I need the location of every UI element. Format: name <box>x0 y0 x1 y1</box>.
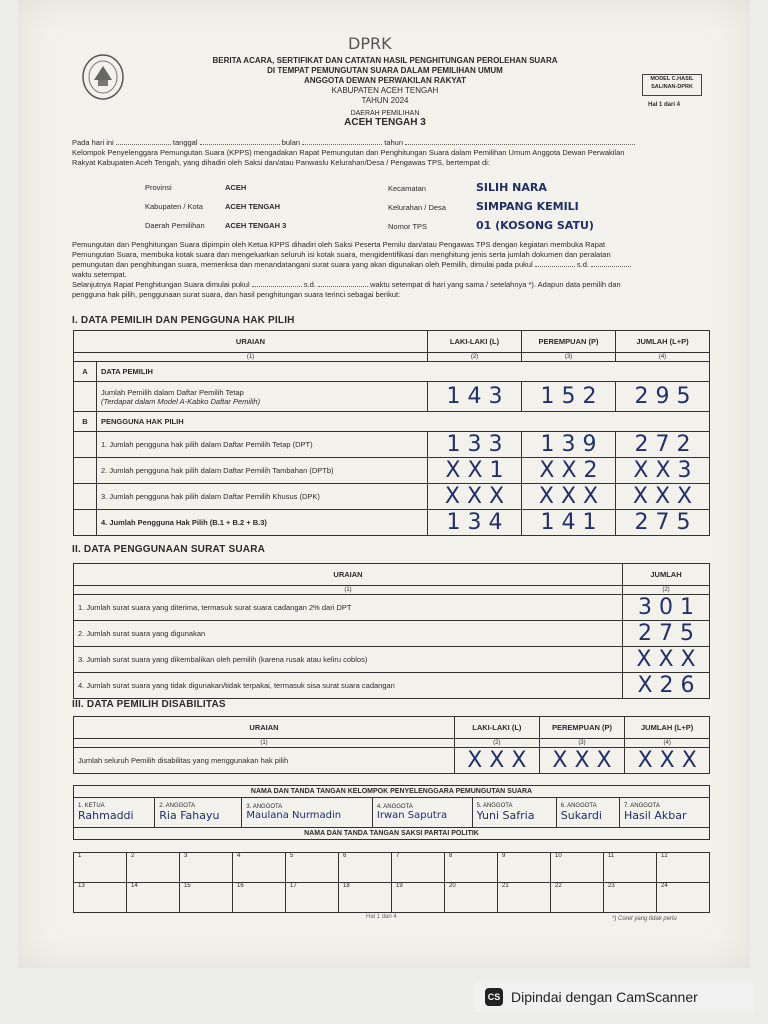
saksi-cell: 5 <box>286 853 339 883</box>
row-a-title: DATA PEMILIH <box>97 362 710 382</box>
s2-num-1: (1) <box>74 586 623 595</box>
dapil-label: DAERAH PEMILIHAN <box>350 110 420 117</box>
s2-col-uraian: URAIAN <box>74 564 623 586</box>
kpps-2-name: Ria Fahayu <box>159 809 220 822</box>
row-b1-laki: 1 3 3 <box>428 432 522 458</box>
saksi-cell: 8 <box>445 853 498 883</box>
label-tahun: tahun <box>384 138 404 147</box>
para-2: Pemungutan Suara, membuka kotak suara dan mengeluarkan seluruh isi kotak suara, mengidentifikasi dan menghitung jenis serta jumlah dokumen dan peralatan <box>72 250 611 259</box>
kpps-1-role: 1. KETUA <box>78 803 105 809</box>
num-1: (1) <box>74 353 428 362</box>
kpps-6-role: 6. ANGGOTA <box>560 803 597 809</box>
saksi-cell: 24 <box>657 883 710 913</box>
para-4: waktu setempat. <box>72 270 127 279</box>
row-a1-text <box>97 382 428 412</box>
title-line-5: TAHUN 2024 <box>361 96 409 105</box>
col-uraian: URAIAN <box>74 331 428 353</box>
dapil-row-label: Daerah Pemilihan <box>145 221 205 230</box>
para-5-sd: s.d. <box>303 280 316 289</box>
table-disabilitas <box>73 716 710 774</box>
title-line-1: BERITA ACARA, SERTIFIKAT DAN CATATAN HASIL PENGHITUNGAN PEROLEHAN SUARA <box>212 56 558 65</box>
kpps-2-role: 2. ANGGOTA <box>159 803 196 809</box>
section-3-title: III. DATA PEMILIH DISABILITAS <box>72 699 226 710</box>
s3-col-perempuan: PEREMPUAN (P) <box>539 717 625 739</box>
saksi-cell: 23 <box>604 883 657 913</box>
s2-row4-text: 4. Jumlah surat suara yang tidak digunakan/tidak terpakai, termasuk sisa surat suara cadangan <box>74 673 623 699</box>
kpps-title: NAMA DAN TANDA TANGAN KELOMPOK PENYELENGGARA PEMUNGUTAN SUARA <box>74 786 710 798</box>
row-b3-laki: X X X <box>428 484 522 510</box>
num-4: (4) <box>616 353 710 362</box>
row-b-title: PENGGUNA HAK PILIH <box>97 412 710 432</box>
s3-col-jumlah: JUMLAH (L+P) <box>625 717 710 739</box>
form-code-box <box>642 74 702 96</box>
saksi-cell: 20 <box>445 883 498 913</box>
section-1-title: I. DATA PEMILIH DAN PENGGUNA HAK PILIH <box>72 315 295 326</box>
saksi-cell: 3 <box>180 853 233 883</box>
kpps-1-name: Rahmaddi <box>78 809 134 822</box>
saksi-cell: 17 <box>286 883 339 913</box>
s2-row2-jumlah: 2 7 5 <box>623 621 710 647</box>
title-line-4: KABUPATEN ACEH TENGAH <box>331 86 439 95</box>
para-3: pemungutan dan penghitungan suara, memeriksa dan menandatangani surat suara yang akan digunakan oleh Pemilih, dimulai pada pukul <box>72 260 533 269</box>
camscanner-text: Dipindai dengan CamScanner <box>511 989 698 1005</box>
saksi-row-2 <box>74 883 710 913</box>
intro-line-3: Rakyat Kabupaten Aceh Tengah, yang dihadiri oleh Saksi dan/atau Panwaslu Kelurahan/Desa / Pengawas TPS, bertempat di: <box>72 158 490 167</box>
kip-logo <box>80 52 126 102</box>
footer-note: *) Coret yang tidak perlu <box>612 916 677 922</box>
kecamatan-value: SILIH NARA <box>476 181 547 194</box>
s3-num-1: (1) <box>74 739 455 748</box>
saksi-cell: 1 <box>74 853 127 883</box>
kpps-7 <box>619 798 709 828</box>
s3-jumlah: X X X <box>625 748 710 774</box>
form-code-line-2: SALINAN-DPRK <box>651 84 693 90</box>
row-a1-laki: 1 4 3 <box>428 382 522 412</box>
row-a1-sub: (Terdapat dalam Model A-Kabko Daftar Pemilih) <box>101 396 261 406</box>
kpps-3-role: 3. ANGGOTA <box>246 804 283 810</box>
saksi-cell: 19 <box>392 883 445 913</box>
saksi-cell: 12 <box>657 853 710 883</box>
row-a1-perempuan: 1 5 2 <box>522 382 616 412</box>
kelurahan-label: Kelurahan / Desa <box>388 203 446 212</box>
kpps-3-name: Maulana Nurmadin <box>246 810 342 821</box>
intro-line-2: Kelompok Penyelenggara Pemungutan Suara (KPPS) mengadakan Rapat Pemungutan dan Penghitungan Suara dalam Pemilihan Umum Anggota Dewan Perwakilan <box>72 148 625 157</box>
col-jumlah: JUMLAH (L+P) <box>616 331 710 353</box>
kpps-7-name: Hasil Akbar <box>623 809 687 822</box>
kpps-4-name: Irwan Saputra <box>376 810 448 821</box>
label-pada-hari: Pada hari ini <box>72 138 114 147</box>
para-1: Pemungutan dan Penghitungan Suara dipimpin oleh Ketua KPPS dihadiri oleh Saksi Peserta Pemilu dan/atau Pengawas TPS dengan kegiatan membuka Rapat <box>72 240 606 249</box>
kpps-4 <box>372 798 472 828</box>
kpps-2 <box>155 798 242 828</box>
label-bulan: bulan <box>281 138 301 147</box>
saksi-cell: 16 <box>233 883 286 913</box>
row-b2-laki: X X 1 <box>428 458 522 484</box>
col-laki: LAKI-LAKI (L) <box>428 331 522 353</box>
saksi-cell: 7 <box>392 853 445 883</box>
row-a1-jumlah: 2 9 5 <box>616 382 710 412</box>
table-signatures-saksi <box>73 852 710 913</box>
s3-row-text: Jumlah seluruh Pemilih disabilitas yang menggunakan hak pilih <box>74 748 455 774</box>
dapil-row-value: ACEH TENGAH 3 <box>225 221 287 230</box>
table-surat-suara <box>73 563 710 699</box>
row-b1-perempuan: 1 3 9 <box>522 432 616 458</box>
page-number: Hal 1 dari 4 <box>648 102 681 108</box>
row-b3-perempuan: X X X <box>522 484 616 510</box>
saksi-cell: 21 <box>498 883 551 913</box>
s2-row2-text: 2. Jumlah surat suara yang digunakan <box>74 621 623 647</box>
provinsi-value: ACEH <box>225 183 247 192</box>
title-line-3: ANGGOTA DEWAN PERWAKILAN RAKYAT <box>303 76 467 85</box>
table-signatures-kpps <box>73 785 710 840</box>
saksi-cell: 14 <box>127 883 180 913</box>
kpps-5-name: Yuni Safria <box>476 809 535 822</box>
saksi-cell: 9 <box>498 853 551 883</box>
kpps-5-role: 5. ANGGOTA <box>476 803 513 809</box>
row-b1-jumlah: 2 7 2 <box>616 432 710 458</box>
form-code-line-1: MODEL C.HASIL <box>650 76 694 82</box>
kpps-7-role: 7. ANGGOTA <box>623 803 660 809</box>
row-b4-laki: 1 3 4 <box>428 510 522 536</box>
num-3: (3) <box>522 353 616 362</box>
camscanner-logo-icon: CS <box>485 988 503 1006</box>
s2-row1-text: 1. Jumlah surat suara yang diterima, termasuk surat suara cadangan 2% dari DPT <box>74 595 623 621</box>
label-tanggal: tanggal <box>172 138 198 147</box>
s3-col-laki: LAKI-LAKI (L) <box>455 717 540 739</box>
kpps-4-role: 4. ANGGOTA <box>376 804 413 810</box>
saksi-cell: 10 <box>551 853 604 883</box>
para-6: pengguna hak pilih, penggunaan surat suara, dan hasil penghitungan suara terinci sebagai berikut: <box>72 290 401 299</box>
kecamatan-label: Kecamatan <box>388 184 426 193</box>
row-b3-jumlah: X X X <box>616 484 710 510</box>
s3-perempuan: X X X <box>539 748 625 774</box>
kpps-1 <box>74 798 155 828</box>
row-b2-perempuan: X X 2 <box>522 458 616 484</box>
kpps-5 <box>472 798 556 828</box>
kpps-6 <box>556 798 619 828</box>
s2-row1-jumlah: 3 0 1 <box>623 595 710 621</box>
saksi-cell: 2 <box>127 853 180 883</box>
s3-laki: X X X <box>455 748 540 774</box>
num-2: (2) <box>428 353 522 362</box>
row-b4-jumlah: 2 7 5 <box>616 510 710 536</box>
saksi-cell: 4 <box>233 853 286 883</box>
row-a1-label: Jumlah Pemilih dalam Daftar Pemilih Tetap <box>101 387 244 397</box>
table-data-pemilih <box>73 330 710 536</box>
kabkota-value: ACEH TENGAH <box>225 202 281 211</box>
saksi-title: NAMA DAN TANDA TANGAN SAKSI PARTAI POLITIK <box>74 828 710 840</box>
s2-num-2: (2) <box>623 586 710 595</box>
tps-label: Nomor TPS <box>388 222 428 231</box>
camscanner-banner <box>475 982 755 1012</box>
s2-row3-jumlah: X X X <box>623 647 710 673</box>
footer-page: Hal 1 dari 4 <box>366 914 397 920</box>
row-b2-text: 2. Jumlah pengguna hak pilih dalam Daftar Pemilih Tambahan (DPTb) <box>97 458 428 484</box>
provinsi-label: Provinsi <box>145 183 172 192</box>
handwritten-dprk: DPRK <box>348 34 392 53</box>
saksi-row-1 <box>74 853 710 883</box>
s3-col-uraian: URAIAN <box>74 717 455 739</box>
para-3-line: pemungutan dan penghitungan suara, memeriksa dan menandatangani surat suara yang akan digunakan oleh Pemilih, dimulai pada pukul s.d. <box>72 260 712 270</box>
saksi-cell: 22 <box>551 883 604 913</box>
title-line-2: DI TEMPAT PEMUNGUTAN SUARA DALAM PEMILIHAN UMUM <box>267 66 503 75</box>
row-b-letter: B <box>74 412 97 432</box>
row-b4-text: 4. Jumlah Pengguna Hak Pilih (B.1 + B.2 + B.3) <box>97 510 428 536</box>
saksi-cell: 15 <box>180 883 233 913</box>
s2-row4-jumlah: X 2 6 <box>623 673 710 699</box>
dapil-title: ACEH TENGAH 3 <box>344 117 426 128</box>
row-b2-jumlah: X X 3 <box>616 458 710 484</box>
kelurahan-value: SIMPANG KEMILI <box>476 200 579 213</box>
row-b4-perempuan: 1 4 1 <box>522 510 616 536</box>
row-b1-text: 1. Jumlah pengguna hak pilih dalam Daftar Pemilih Tetap (DPT) <box>97 432 428 458</box>
para-5-line <box>72 280 712 290</box>
row-a-letter: A <box>74 362 97 382</box>
s2-row3-text: 3. Jumlah surat suara yang dikembalikan oleh pemilih (karena rusak atau keliru coblos) <box>74 647 623 673</box>
saksi-cell: 13 <box>74 883 127 913</box>
para-5-tail: waktu setempat di hari yang sama / setelahnya *). Adapun data pemilih dan <box>370 280 621 289</box>
col-perempuan: PEREMPUAN (P) <box>522 331 616 353</box>
kpps-6-name: Sukardi <box>560 809 602 822</box>
s3-num-3: (3) <box>539 739 625 748</box>
s3-num-2: (2) <box>455 739 540 748</box>
para-5: Selanjutnya Rapat Penghitungan Suara dimulai pukul <box>72 280 250 289</box>
saksi-cell: 11 <box>604 853 657 883</box>
saksi-cell: 18 <box>339 883 392 913</box>
kpps-3 <box>242 798 373 828</box>
row-b3-text: 3. Jumlah pengguna hak pilih dalam Daftar Pemilih Khusus (DPK) <box>97 484 428 510</box>
intro-date-line <box>72 138 712 148</box>
kabkota-label: Kabupaten / Kota <box>145 202 203 211</box>
s3-num-4: (4) <box>625 739 710 748</box>
s2-col-jumlah: JUMLAH <box>623 564 710 586</box>
tps-value: 01 (KOSONG SATU) <box>476 219 594 232</box>
saksi-cell: 6 <box>339 853 392 883</box>
section-2-title: II. DATA PENGGUNAAN SURAT SUARA <box>72 544 266 555</box>
